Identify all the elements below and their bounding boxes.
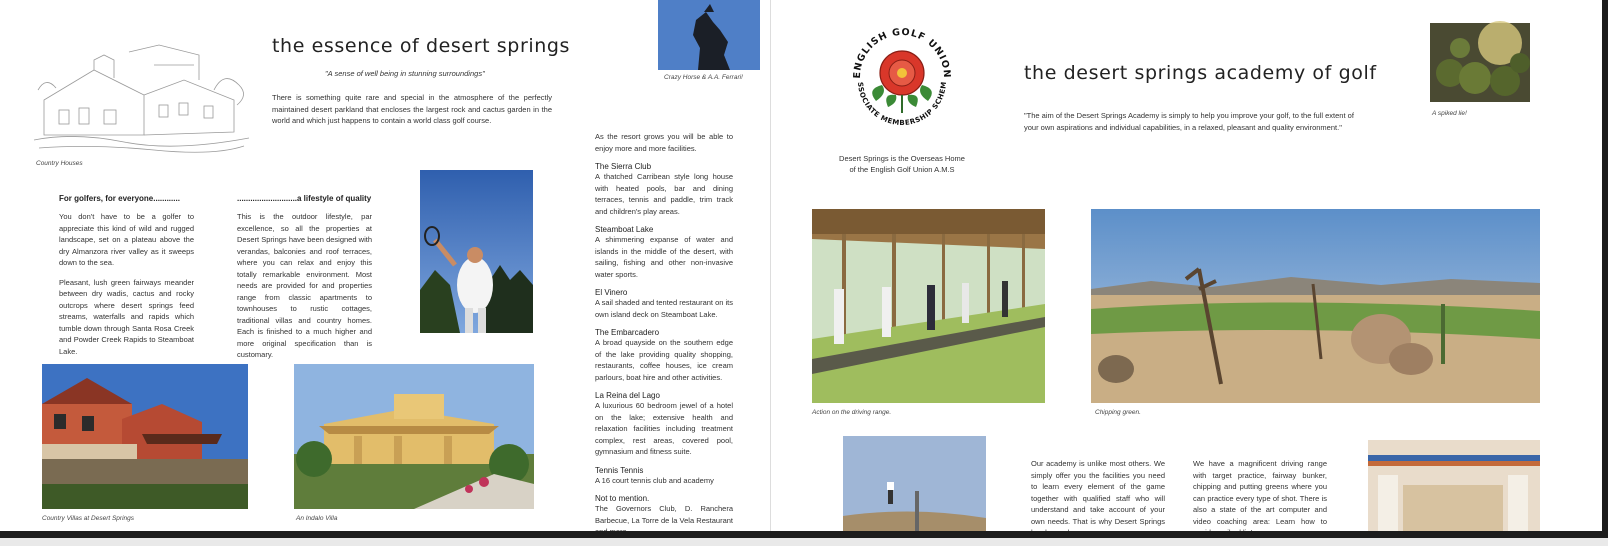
logo-caption-line-1: Desert Springs is the Overseas Home — [839, 154, 965, 163]
facility-name: El Vinero — [595, 288, 628, 297]
facility-text: A sail shaded and tented restaurant on its own island deck on Steamboat Lake. — [595, 298, 734, 319]
logo-caption — [822, 153, 982, 175]
rose-icon — [872, 51, 932, 113]
chipping-green-caption: Chipping green. — [1095, 409, 1141, 416]
spiked-lie-photo — [1430, 23, 1530, 102]
spiked-lie-caption: A spiked lie! — [1432, 110, 1467, 117]
tennis-player-photo — [420, 170, 533, 333]
not-to-mention-title: Not to mention. — [595, 494, 650, 503]
country-house-sketch — [34, 40, 249, 160]
academy-column-2: We have a magnificent driving range with target practice, fairway bunker, chipping and putting greens where you can practice every type of shot. There is also a state of the art computer and video coaching area: Learn how to — [1193, 459, 1327, 526]
facilities-intro: As the resort grows you will be able to enjoy more and more facilities. — [595, 132, 733, 153]
left-page-title: the essence of desert springs — [272, 35, 571, 57]
left-page-intro: There is something quite rare and special in the atmosphere of the perfectly maintained desert parkland that encloses the largest rock and cactus garden in the world and which just happens to contain a world class golf course. — [272, 93, 552, 125]
chipping-green-photo — [1091, 209, 1540, 403]
indalo-villa-caption: An Indalo Villa — [296, 515, 338, 522]
lifestyle-column — [237, 194, 372, 369]
logo-caption-line-2: of the English Golf Union A.M.S — [849, 165, 955, 174]
facilities-column — [595, 131, 733, 546]
page-fold — [770, 0, 771, 531]
right-page-title: the desert springs academy of golf — [1024, 62, 1377, 84]
country-villas-photo — [42, 364, 248, 509]
not-to-mention-text: The Governors Club, D. Ranchera Barbecue, La Torre de la Vela Restaurant — [595, 504, 733, 525]
coaching-room-photo — [1368, 440, 1540, 531]
golfers-paragraph-1: You don't have to be a golfer to appreciate this kind of wild and rugged landscape, set on a plateau above the dry Almanzora river valley as it sweeps down to the sea. — [59, 212, 194, 267]
left-page-subtitle: "A sense of well being in stunning surroundings" — [325, 69, 485, 78]
golfers-paragraph-2: Pleasant, lush green fairways meander between dry wadis, cactus and rocky outcrops where desert springs feed streams, waterfalls and rapids which tumble down through Santa Rosa Creek and Powder Creek Rapids to Steamboat Lake. — [59, 277, 194, 356]
facility-name: La Reina del Lago — [595, 391, 660, 400]
country-villas-caption: Country Villas at Desert Springs — [42, 515, 135, 522]
logo-text-bottom: SSOCIATE MEMBERSHIP SCHEM — [855, 81, 949, 128]
facility-text: A shimmering expanse of water and islands in the middle of the desert, with sailing, fishing and other non-invasive water sports. — [595, 235, 733, 279]
facility-name: Tennis Tennis — [595, 465, 644, 475]
academy-quote: "The aim of the Desert Springs Academy is simply to help you improve your golf, to the full extent of your own aspirations and individual capabilities, in a relaxed, pleasant and quality environment." — [1024, 111, 1354, 132]
facility-text: A broad quayside on the southern edge of the lake providing quality shopping, restaurants, coffee houses, ice cream parlours, boat hire and other activities. — [595, 338, 733, 382]
statue-caption: Crazy Horse & A.A. Ferrari! — [664, 74, 743, 81]
indalo-villa-photo — [294, 364, 534, 509]
facility-text: A luxurious 60 bedroom jewel of a hotel on the lake; extensive health and relaxation facilities including treatment complex, rest areas, covered pool, gymnasium and fitness suite. — [595, 401, 733, 456]
facility-text: A 16 court tennis club and academy — [595, 475, 714, 485]
golfers-column — [59, 194, 194, 365]
facility-name: Steamboat Lake — [595, 225, 654, 234]
logo-text-top: ENGLISH GOLF UNION — [851, 26, 953, 79]
facility-name: The Embarcadero — [595, 328, 660, 337]
english-golf-union-logo — [846, 15, 958, 143]
driving-range-photo — [812, 209, 1045, 403]
crazy-horse-statue-photo — [658, 0, 760, 70]
academy-column-1: Our academy is unlike most others. We simply offer you the facilities you need to learn every element of the game together with qualified staff who will understand and take account of your own needs. That is why Desert Springs — [1031, 459, 1165, 526]
lifestyle-paragraph: This is the outdoor lifestyle, par excellence, so all the properties at Desert Springs have been designed with verandas, balconies and roof terraces, where you can relax and enjoy this totally remarkable environment. Most needs are provided for and properties range from classic apartments to townhouses to rustic cottages, traditional villas and country homes. Each is finished to a much higher and more original specification than is customary. — [237, 212, 372, 359]
golfer-on-course-photo — [843, 436, 986, 531]
facility-text: A thatched Carribean style long house with heated pools, bar and dining terraces, tennis and paddle, trim track and children's play areas. — [595, 172, 733, 216]
golfers-heading: For golfers, for everyone............ — [59, 194, 180, 203]
lifestyle-heading: ...........................a lifestyle of quality — [237, 194, 372, 203]
driving-range-caption: Action on the driving range. — [812, 409, 892, 416]
scan-border-bottom — [0, 531, 1608, 538]
scan-border-right — [1602, 0, 1608, 538]
facility-name: The Sierra Club — [595, 162, 652, 171]
sketch-caption: Country Houses — [36, 160, 83, 167]
